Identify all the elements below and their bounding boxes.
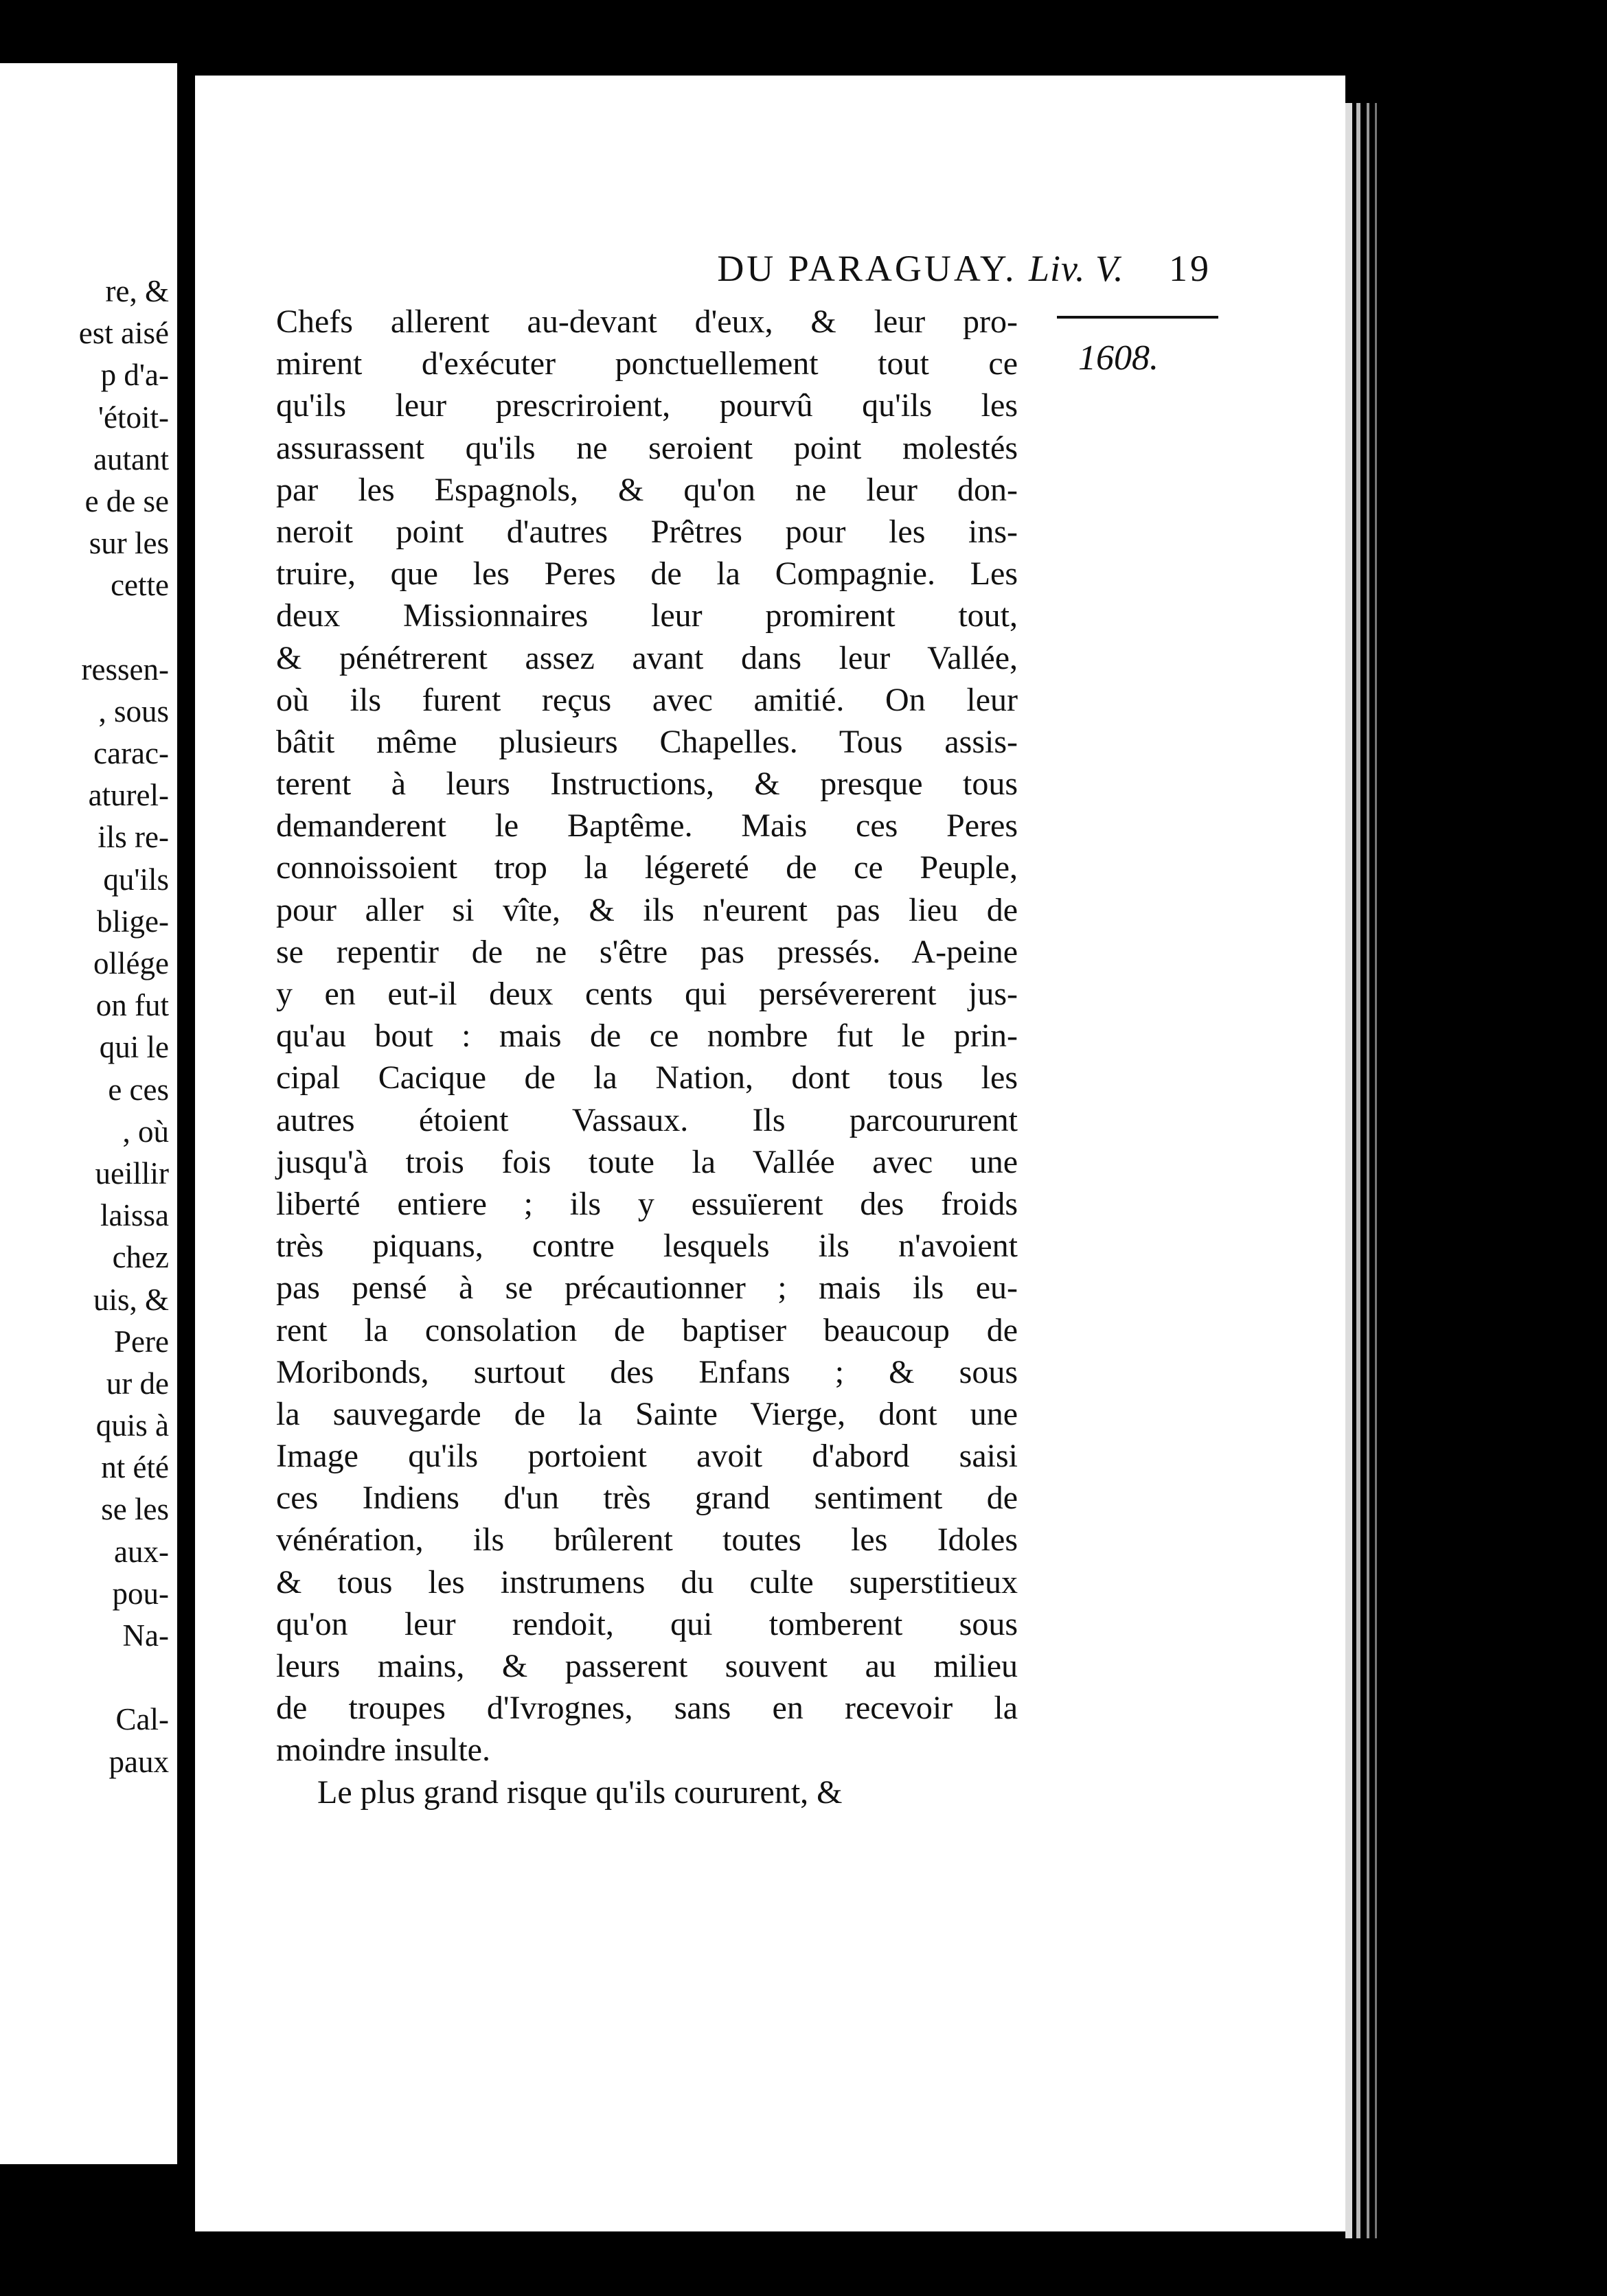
- body-line: la sauvegarde de la Sainte Vierge, dont une: [276, 1395, 1018, 1432]
- left-page-line: e ces: [108, 1072, 169, 1107]
- left-page-line: Na-: [122, 1618, 169, 1653]
- body-line: Le plus grand risque qu'ils coururent, &: [317, 1773, 843, 1811]
- body-line: qu'au bout : mais de ce nombre fut le prin-: [276, 1018, 1018, 1055]
- page-edge: [1356, 103, 1360, 2238]
- main-page: [195, 76, 1345, 2231]
- left-page-line: aux-: [114, 1534, 169, 1569]
- body-line: bâtit même plusieurs Chapelles. Tous assis-: [276, 723, 1018, 760]
- body-line: liberté entiere ; ils y essuïerent des froids: [276, 1185, 1018, 1222]
- left-page-line: quis à: [95, 1408, 169, 1443]
- left-page-line: carac-: [93, 736, 169, 771]
- body-line: Chefs allerent au-devant d'eux, & leur pro-: [276, 303, 1018, 340]
- body-line: demanderent le Baptême. Mais ces Peres: [276, 807, 1018, 845]
- body-line: Moribonds, surtout des Enfans ; & sous: [276, 1353, 1018, 1390]
- body-line: ces Indiens d'un très grand sentiment de: [276, 1480, 1018, 1517]
- left-page-fragment: [0, 63, 177, 2164]
- page-edge: [1367, 103, 1369, 2238]
- body-line: truire, que les Peres de la Compagnie. Les: [276, 555, 1018, 593]
- body-line: de troupes d'Ivrognes, sans en recevoir la: [276, 1690, 1018, 1727]
- body-line: leurs mains, & passerent souvent au milieu: [276, 1648, 1018, 1684]
- page-number: 19: [1169, 248, 1211, 289]
- left-page-line: , sous: [98, 693, 169, 728]
- left-page-line: blige-: [97, 904, 169, 939]
- body-line: assurassent qu'ils ne seroient point molestés: [276, 429, 1018, 466]
- body-line: Image qu'ils portoient avoit d'abord saisi: [276, 1438, 1018, 1475]
- left-page-line: p d'a-: [100, 358, 169, 393]
- body-line: vénération, ils brûlerent toutes les Idoles: [276, 1522, 1018, 1559]
- left-page-line: re, &: [105, 274, 169, 308]
- body-line: connoissoient trop la légereté de ce Peuple,: [276, 849, 1018, 886]
- margin-rule: [1057, 316, 1218, 319]
- body-line: pas pensé à se précautionner ; mais ils eu-: [276, 1270, 1018, 1307]
- body-line: deux Missionnaires leur promirent tout,: [276, 597, 1018, 634]
- body-line: rent la consolation de baptiser beaucoup de: [276, 1311, 1018, 1348]
- body-line: qu'on leur rendoit, qui tomberent sous: [276, 1605, 1018, 1642]
- body-line: très piquans, contre lesquels ils n'avoient: [276, 1228, 1018, 1265]
- body-line: se repentir de ne s'être pas pressés. A-peine: [276, 933, 1018, 970]
- body-line: & tous les instrumens du culte superstitieux: [276, 1563, 1018, 1600]
- left-page-line: autant: [93, 441, 169, 477]
- body-line: pour aller si vîte, & ils n'eurent pas lieu de: [276, 891, 1018, 928]
- left-page-line: on fut: [95, 988, 169, 1023]
- left-page-line: 'étoit-: [98, 400, 169, 435]
- margin-year: 1608.: [1078, 338, 1159, 378]
- left-page-line: Pere: [114, 1324, 169, 1359]
- left-page-line: , où: [122, 1114, 169, 1149]
- left-page-line: laissa: [100, 1198, 169, 1233]
- body-line: terent à leurs Instructions, & presque tous: [276, 766, 1018, 803]
- running-head: [195, 247, 1211, 290]
- left-page-line: e de se: [84, 483, 169, 518]
- body-line: mirent d'exécuter ponctuellement tout ce: [276, 345, 1018, 382]
- page-edge: [1345, 103, 1352, 2238]
- running-head-title: DU PARAGUAY.: [717, 248, 1017, 289]
- body-line: moindre insulte.: [276, 1732, 490, 1769]
- body-line: jusqu'à trois fois toute la Vallée avec une: [276, 1143, 1018, 1180]
- left-page-line: ollége: [93, 946, 169, 980]
- page-edge: [1375, 103, 1377, 2238]
- body-line: autres étoient Vassaux. Ils parcoururent: [276, 1101, 1018, 1138]
- left-page-line: Cal-: [115, 1702, 169, 1737]
- left-page-line: ils re-: [98, 820, 169, 855]
- left-page-line: aturel-: [88, 778, 169, 813]
- left-page-line: cette: [111, 568, 169, 603]
- left-page-line: uis, &: [93, 1282, 169, 1317]
- body-text: [276, 301, 1018, 1813]
- left-page-line: ueillir: [95, 1156, 169, 1191]
- running-head-book: Liv. V.: [1028, 248, 1124, 289]
- left-page-line: se les: [101, 1492, 169, 1527]
- book-gutter: [177, 63, 195, 2205]
- body-line: y en eut-il deux cents qui persévererent jus-: [276, 976, 1018, 1012]
- body-line: cipal Cacique de la Nation, dont tous les: [276, 1059, 1018, 1097]
- left-page-line: paux: [109, 1744, 169, 1779]
- body-line: qu'ils leur prescriroient, pourvû qu'ils les: [276, 387, 1018, 424]
- left-page-line: est aisé: [78, 316, 169, 351]
- left-page-line: ressen-: [81, 652, 169, 687]
- body-line: par les Espagnols, & qu'on ne leur don-: [276, 471, 1018, 508]
- left-page-line: qui le: [99, 1030, 169, 1065]
- body-line: & pénétrerent assez avant dans leur Vallée,: [276, 639, 1018, 676]
- left-page-line: [4, 607, 169, 649]
- left-page-line: nt été: [101, 1450, 169, 1485]
- left-page-line: ur de: [106, 1366, 169, 1401]
- left-page-line: chez: [112, 1240, 169, 1275]
- body-line: où ils furent reçus avec amitié. On leur: [276, 681, 1018, 718]
- left-page-line: qu'ils: [103, 862, 169, 897]
- left-page-line: [4, 1657, 169, 1699]
- left-page-text: [4, 271, 169, 1783]
- left-page-line: sur les: [89, 526, 169, 561]
- left-page-line: pou-: [112, 1576, 169, 1611]
- body-line: neroit point d'autres Prêtres pour les ins-: [276, 513, 1018, 550]
